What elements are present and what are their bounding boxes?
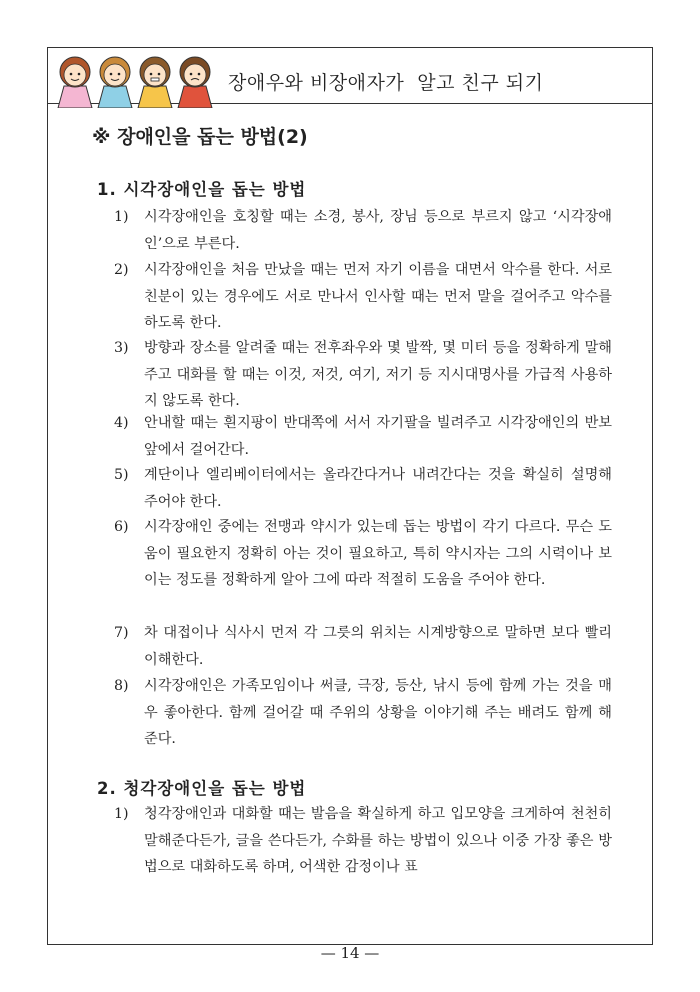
list-item xyxy=(114,204,612,257)
list-item xyxy=(114,620,612,673)
item-number: 7) xyxy=(114,625,129,641)
child-1-figure xyxy=(58,57,92,108)
item-number: 6) xyxy=(114,519,129,535)
item-number: 5) xyxy=(114,467,129,483)
item-number: 8) xyxy=(114,678,129,694)
list-item xyxy=(114,673,612,753)
list-item xyxy=(114,257,612,337)
child-3-figure xyxy=(138,57,172,108)
page-number: — 14 — xyxy=(320,944,380,962)
item-number: 3) xyxy=(114,340,129,356)
item-number: 4) xyxy=(114,415,129,431)
list-item xyxy=(114,335,612,415)
section-title: ※ 장애인을 돕는 방법(2) xyxy=(92,126,308,148)
item-number: 2) xyxy=(114,262,129,278)
section-2-heading: 2. 청각장애인을 돕는 방법 xyxy=(97,779,307,798)
child-4-figure xyxy=(178,57,212,108)
header-title: 장애우와 비장애자가 알고 친구 되기 xyxy=(228,72,544,94)
list-item xyxy=(114,410,612,463)
item-number: 1) xyxy=(114,209,129,225)
item-text: 청각장애인과 대화할 때는 발음을 확실하게 하고 입모양을 크게하여 천천히 말해준다든가, 글을 쓴다든가, 수화를 하는 방법이 있으나 이중 가장 좋은 방법으로 대화하도록 하며, 어색한 감정이나 표 xyxy=(144,806,612,875)
item-text: 방향과 장소를 알려줄 때는 전후좌우와 몇 발짝, 몇 미터 등을 정확하게 말해주고 대화를 할 때는 이것, 저것, 여기, 저기 등 지시대명사를 가급적 사용하지 않도록 한다. xyxy=(144,340,612,409)
list-item xyxy=(114,514,612,594)
four-cartoon-children-icon xyxy=(50,50,215,108)
list-item xyxy=(114,462,612,515)
item-text: 시각장애인은 가족모임이나 써클, 극장, 등산, 낚시 등에 함께 가는 것을 매우 좋아한다. 함께 걸어갈 때 주위의 상황을 이야기해 주는 배려도 함께 해 준다. xyxy=(144,678,612,747)
item-text: 시각장애인 중에는 전맹과 약시가 있는데 돕는 방법이 각기 다르다. 무슨 도움이 필요한지 정확히 아는 것이 필요하고, 특히 약시자는 그의 시력이나 보이는 정도를 정확하게 알아 그에 따라 적절히 도움을 주어야 한다. xyxy=(144,519,612,588)
section-1-heading: 1. 시각장애인을 돕는 방법 xyxy=(97,180,307,199)
item-text: 계단이나 엘리베이터에서는 올라간다거나 내려간다는 것을 확실히 설명해 주어야 한다. xyxy=(144,467,612,510)
item-number: 1) xyxy=(114,806,129,822)
child-2-figure xyxy=(98,57,132,108)
list-item xyxy=(114,801,612,881)
item-text: 시각장애인을 처음 만났을 때는 먼저 자기 이름을 대면서 악수를 한다. 서로 친분이 있는 경우에도 서로 만나서 인사할 때는 먼저 말을 걸어주고 악수를 하도록 한다. xyxy=(144,262,612,331)
item-text: 안내할 때는 흰지팡이 반대쪽에 서서 자기팔을 빌려주고 시각장애인의 반보 앞에서 걸어간다. xyxy=(144,415,612,458)
item-text: 시각장애인을 호칭할 때는 소경, 봉사, 장님 등으로 부르지 않고 ‘시각장애인’으로 부른다. xyxy=(144,209,612,252)
item-text: 차 대접이나 식사시 먼저 각 그릇의 위치는 시계방향으로 말하면 보다 빨리 이해한다. xyxy=(144,625,612,668)
